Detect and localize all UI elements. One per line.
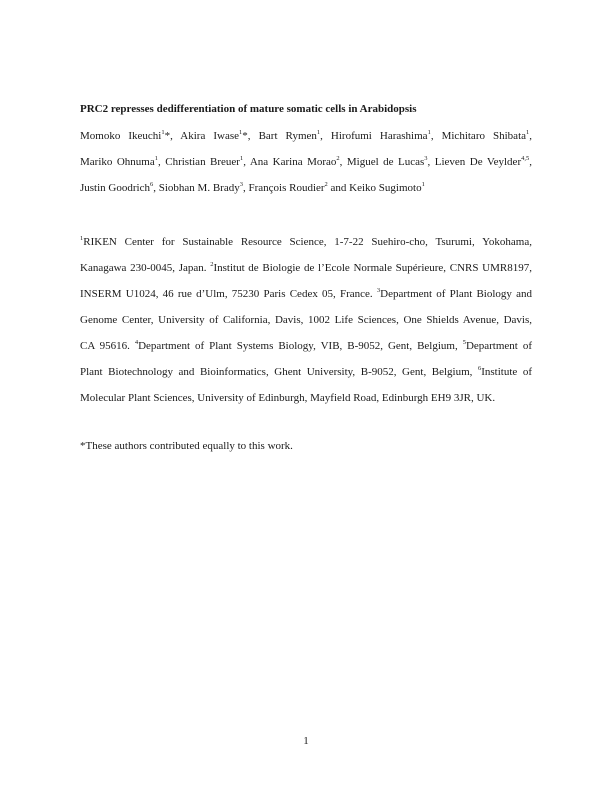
text-run: *, Akira Iwase [164, 130, 240, 142]
superscript-marker: 1 [316, 129, 321, 136]
superscript-marker: 1 [161, 129, 165, 136]
text-run: Department of Plant Biology and [380, 288, 533, 300]
text-run: Kanagawa 230-0045, Japan. [80, 262, 211, 274]
superscript-marker: 3 [424, 155, 428, 162]
text-run: Justin Goodrich [80, 182, 150, 194]
author-line [80, 130, 532, 142]
text-run: , [529, 156, 532, 168]
text-run: , Hirofumi Harashima [320, 130, 428, 142]
superscript-marker: 1 [427, 129, 431, 136]
equal-contribution-note: *These authors contributed equally to this work. [80, 440, 293, 452]
superscript-marker: 4 [134, 339, 139, 346]
text-run: , Miguel de Lucas [339, 156, 425, 168]
text-run: Mariko Ohnuma [80, 156, 155, 168]
superscript-marker: 1 [239, 129, 243, 136]
affiliation-line [80, 236, 532, 248]
affiliation-line [80, 314, 532, 326]
superscript-marker: 1 [526, 129, 530, 136]
affiliation-line [80, 262, 532, 274]
text-run: Molecular Plant Sciences, University of Edinburgh, Mayfield Road, Edinburgh EH9 3JR, UK. [80, 392, 496, 404]
text-run: , Ana Karina Morao [243, 156, 337, 168]
superscript-marker: 1 [154, 155, 158, 162]
superscript-marker: 1 [421, 181, 425, 188]
text-run: , Siobhan M. Brady [153, 182, 240, 194]
superscript-marker: 5 [462, 339, 466, 346]
affiliation-line [80, 392, 495, 404]
superscript-marker: 3 [239, 181, 243, 188]
superscript-marker: 6 [477, 365, 482, 372]
text-run: , Lieven De Veylder [427, 156, 522, 168]
text-run: Institut de Biologie de l’Ecole Normale Supérieure, CNRS UMR8197, [213, 262, 532, 274]
paper-title: PRC2 represses dedifferentiation of mature somatic cells in Arabidopsis [80, 103, 417, 115]
affiliation-line [80, 366, 532, 378]
text-run: Genome Center, University of California, Davis, 1002 Life Sciences, One Shields Avenue, Davis, [80, 314, 532, 326]
superscript-marker: 2 [210, 261, 214, 268]
superscript-marker: 1 [239, 155, 244, 162]
author-line [80, 156, 532, 168]
superscript-marker: 2 [336, 155, 340, 162]
superscript-marker: 2 [324, 181, 328, 188]
affiliation-line [80, 288, 532, 300]
author-line [80, 182, 425, 194]
superscript-marker: 4,5 [521, 155, 530, 162]
text-run: Momoko Ikeuchi [80, 130, 162, 142]
affiliation-line [80, 340, 532, 352]
text-run: , [529, 130, 533, 142]
page-number: 1 [303, 735, 309, 747]
superscript-marker: 3 [376, 287, 381, 294]
text-run: RIKEN Center for Sustainable Resource Science, 1-7-22 Suehiro-cho, Tsurumi, Yokohama, [83, 236, 532, 248]
text-run: , Michitaro Shibata [430, 130, 527, 142]
text-run: Department of [465, 340, 532, 352]
text-run: , Christian Breuer [158, 156, 240, 168]
text-run: and Keiko Sugimoto [327, 182, 422, 194]
text-run: Plant Biotechnology and Bioinformatics, Ghent University, B-9052, Gent, Belgium, [80, 366, 478, 378]
text-run: CA 95616. [80, 340, 135, 352]
text-run: INSERM U1024, 46 rue d’Ulm, 75230 Paris Cedex 05, France. [80, 288, 377, 300]
text-run: , François Roudier [242, 182, 325, 194]
text-run: *, Bart Rymen [242, 130, 317, 142]
text-run: Department of Plant Systems Biology, VIB, B-9052, Gent, Belgium, [138, 340, 463, 352]
text-run: Institute of [481, 366, 532, 378]
superscript-marker: 1 [80, 235, 84, 242]
superscript-marker: 6 [149, 181, 154, 188]
